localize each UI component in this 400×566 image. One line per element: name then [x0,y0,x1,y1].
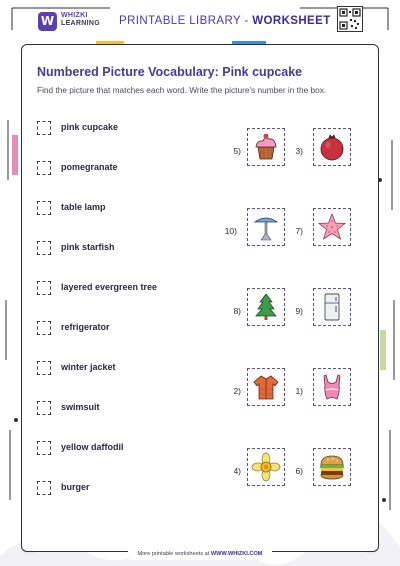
picture-card [247,448,285,486]
picture-card [313,128,351,166]
picture-card [313,448,351,486]
picture-card [247,288,285,326]
winter-jacket-icon [251,372,281,402]
picture-card [247,208,285,246]
picture-number: 3) [295,146,303,156]
word-label: pink starfish [61,242,115,252]
worksheet-instructions: Find the picture that matches each word. Write the picture's number in the box. [37,85,327,95]
daffodil-icon [251,452,281,482]
whizki-logo: W [38,12,57,31]
picture-number: 4) [233,466,241,476]
word-label: swimsuit [61,402,100,412]
brand-name [61,12,100,28]
picture-number: 10) [224,226,237,236]
answer-box[interactable] [37,201,51,215]
table-lamp-icon [251,212,281,242]
answer-box[interactable] [37,281,51,295]
picture-number: 9) [295,306,303,316]
answer-box[interactable] [37,481,51,495]
worksheet-title: Numbered Picture Vocabulary: Pink cupcake [37,65,303,79]
word-label: yellow daffodil [61,442,124,452]
picture-card [313,208,351,246]
picture-card [247,368,285,406]
answer-box[interactable] [37,401,51,415]
word-label: pomegranate [61,162,118,172]
burger-icon [317,452,347,482]
footer-site-link[interactable]: WWW.WHIZKI.COM [210,551,263,557]
brand-line-1: WHIZKI [61,12,88,19]
word-label: layered evergreen tree [61,282,158,292]
answer-box[interactable] [37,121,51,135]
swimsuit-icon [317,372,347,402]
word-label: refrigerator [61,322,110,332]
page-header [0,0,400,44]
qr-code-icon [337,6,363,32]
picture-card [313,288,351,326]
cupcake-icon [251,132,281,162]
word-label: table lamp [61,202,106,212]
header-title-bold: WORKSHEET [252,15,331,27]
header-title-prefix: PRINTABLE LIBRARY - [119,15,253,27]
evergreen-tree-icon [251,292,281,322]
brand-line-2: LEARNING [61,20,100,27]
picture-number: 6) [295,466,303,476]
footer-prefix: More printable worksheets at [137,551,211,557]
answer-box[interactable] [37,361,51,375]
answer-box[interactable] [37,321,51,335]
header-title [119,15,331,27]
page-footer [128,548,272,560]
picture-number: 7) [295,226,303,236]
refrigerator-icon [317,292,347,322]
word-label: pink cupcake [61,122,119,132]
answer-box[interactable] [37,241,51,255]
picture-number: 2) [233,386,241,396]
picture-card [313,368,351,406]
starfish-icon [317,212,347,242]
answer-box[interactable] [37,161,51,175]
picture-number: 1) [295,386,303,396]
pomegranate-icon [317,132,347,162]
word-label: burger [61,482,90,492]
answer-box[interactable] [37,441,51,455]
picture-card [247,128,285,166]
word-label: winter jacket [61,362,116,372]
picture-number: 5) [233,146,241,156]
picture-number: 8) [233,306,241,316]
